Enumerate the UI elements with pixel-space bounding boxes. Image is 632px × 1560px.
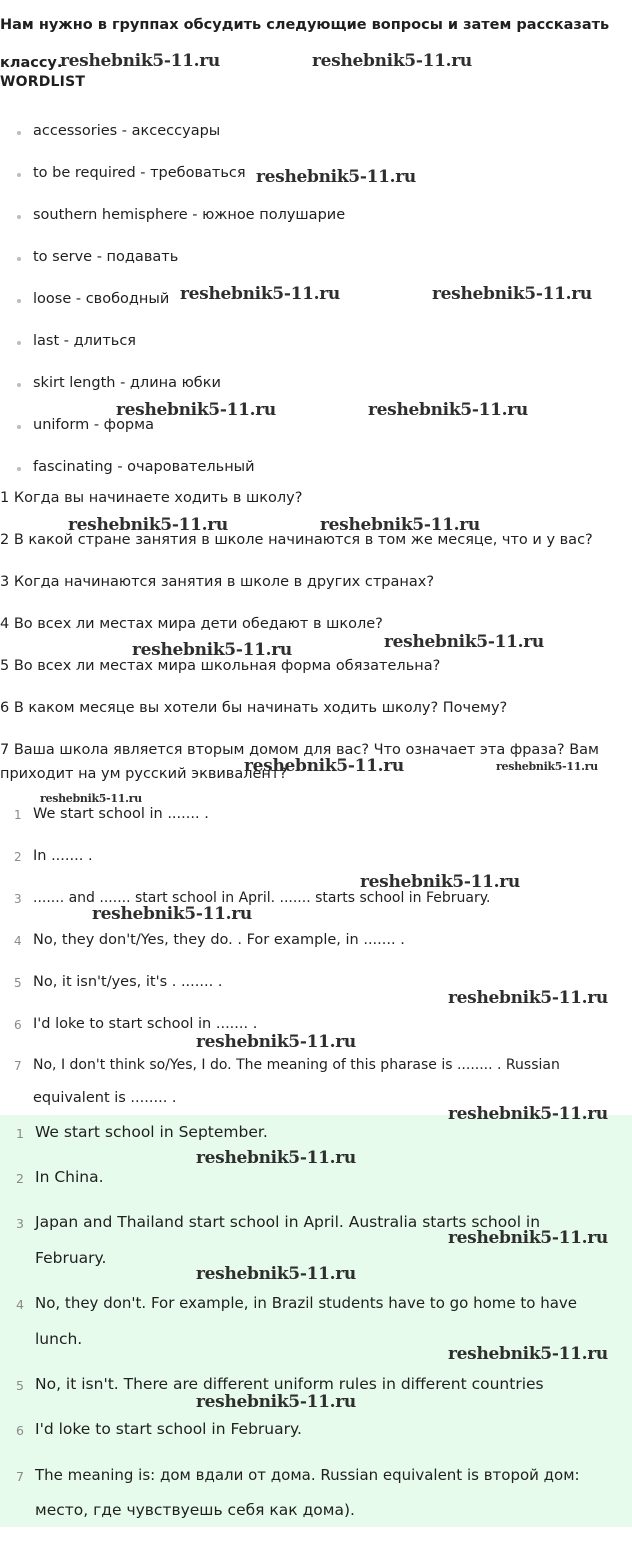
wordlist-item: last - длиться — [33, 333, 137, 349]
bullet-icon — [17, 425, 21, 429]
template-line: No, it isn't/yes, it's . ....... . — [33, 974, 223, 990]
template-line: No, they don't/Yes, they do. . For example, in ....... . — [33, 932, 405, 948]
answer-line: February. — [35, 1249, 107, 1267]
template-line: In ....... . — [33, 848, 93, 864]
watermark: reshebnik5-11.ru — [360, 872, 520, 892]
answer-line: No, it isn't. There are different uniform rules in different countries — [35, 1375, 544, 1393]
question-item: 2 В какой стране занятия в школе начинаются в том же месяце, что и у вас? — [0, 532, 593, 548]
watermark: reshebnik5-11.ru — [448, 1228, 608, 1248]
list-number: 7 — [14, 1059, 22, 1073]
watermark: reshebnik5-11.ru — [196, 1148, 356, 1168]
question-item: 3 Когда начинаются занятия в школе в других странах? — [0, 574, 435, 590]
watermark: reshebnik5-11.ru — [320, 515, 480, 535]
bullet-icon — [17, 131, 21, 135]
bullet-icon — [17, 383, 21, 387]
wordlist-item: uniform - форма — [33, 417, 154, 433]
list-number: 7 — [16, 1469, 24, 1484]
watermark: reshebnik5-11.ru — [196, 1032, 356, 1052]
wordlist-item: skirt length - длина юбки — [33, 375, 221, 391]
answer-line: No, they don't. For example, in Brazil students have to go home to have — [35, 1294, 578, 1312]
list-number: 5 — [14, 976, 22, 990]
watermark: reshebnik5-11.ru — [448, 1104, 608, 1124]
bullet-icon — [17, 257, 21, 261]
question-item: 7 Ваша школа является вторым домом для вас? Что означает эта фраза? Вам приходит на ум русский эквивалент? — [0, 742, 599, 782]
question-item: 5 Во всех ли местах мира школьная форма обязательна? — [0, 658, 441, 674]
watermark: reshebnik5-11.ru — [132, 640, 292, 660]
question-item: 6 В каком месяце вы хотели бы начинать ходить школу? Почему? — [0, 700, 508, 716]
question-item: 4 Во всех ли местах мира дети обедают в школе? — [0, 616, 383, 632]
watermark: reshebnik5-11.ru — [312, 51, 472, 71]
bullet-icon — [17, 467, 21, 471]
list-number: 3 — [16, 1216, 24, 1231]
template-line: I'd loke to start school in ....... . — [33, 1016, 258, 1032]
bullet-icon — [17, 173, 21, 177]
wordlist-item: loose - свободный — [33, 291, 170, 307]
watermark: reshebnik5-11.ru — [384, 632, 544, 652]
answer-line: I'd loke to start school in February. — [35, 1420, 302, 1438]
answer-line: lunch. — [35, 1330, 83, 1348]
answer-line: место, где чувствуешь себя как дома). — [35, 1501, 355, 1519]
template-line: We start school in ....... . — [33, 806, 209, 822]
watermark: reshebnik5-11.ru — [448, 1344, 608, 1364]
list-number: 2 — [14, 850, 22, 864]
list-number: 4 — [16, 1297, 24, 1312]
watermark: reshebnik5-11.ru — [256, 167, 416, 187]
list-number: 4 — [14, 934, 22, 948]
answer-line: Japan and Thailand start school in April. Australia starts school in — [35, 1213, 541, 1231]
watermark: reshebnik5-11.ru — [368, 400, 528, 420]
watermark: reshebnik5-11.ru — [116, 400, 276, 420]
watermark: reshebnik5-11.ru — [60, 51, 220, 71]
template-line: No, I don't think so/Yes, I do. The meaning of this pharase is ........ . Russian — [33, 1057, 560, 1073]
question-item: 1 Когда вы начинаете ходить в школу? — [0, 490, 303, 506]
watermark: reshebnik5-11.ru — [40, 792, 142, 805]
list-number: 6 — [16, 1423, 24, 1438]
watermark: reshebnik5-11.ru — [496, 760, 598, 773]
intro-text: Нам нужно в группах обсудить следующие вопросы и затем рассказать классу. — [0, 17, 610, 71]
answer-line: In China. — [35, 1168, 104, 1186]
list-number: 1 — [14, 808, 22, 822]
watermark: reshebnik5-11.ru — [432, 284, 592, 304]
bullet-icon — [17, 215, 21, 219]
answer-line: We start school in September. — [35, 1123, 268, 1141]
template-line: ....... and ....... start school in April. ....... starts school in February. — [33, 890, 491, 906]
watermark: reshebnik5-11.ru — [68, 515, 228, 535]
watermark: reshebnik5-11.ru — [180, 284, 340, 304]
answer-line: The meaning is: дом вдали от дома. Russian equivalent is второй дом: — [35, 1466, 580, 1484]
list-number: 1 — [16, 1126, 24, 1141]
bullet-icon — [17, 341, 21, 345]
wordlist-item: to be required - требоваться — [33, 165, 246, 181]
list-number: 3 — [14, 892, 22, 906]
watermark: reshebnik5-11.ru — [448, 988, 608, 1008]
bullet-icon — [17, 299, 21, 303]
wordlist-item: to serve - подавать — [33, 249, 179, 265]
watermark: reshebnik5-11.ru — [196, 1264, 356, 1284]
wordlist-title: WORDLIST — [0, 74, 86, 90]
wordlist-item: accessories - аксессуары — [33, 123, 221, 139]
template-line: equivalent is ........ . — [33, 1090, 177, 1106]
list-number: 6 — [14, 1018, 22, 1032]
watermark: reshebnik5-11.ru — [92, 904, 252, 924]
list-number: 5 — [16, 1378, 24, 1393]
wordlist-item: fascinating - очаровательный — [33, 459, 255, 475]
watermark: reshebnik5-11.ru — [196, 1392, 356, 1412]
list-number: 2 — [16, 1171, 24, 1186]
wordlist-item: southern hemisphere - южное полушарие — [33, 207, 346, 223]
watermark: reshebnik5-11.ru — [244, 756, 404, 776]
